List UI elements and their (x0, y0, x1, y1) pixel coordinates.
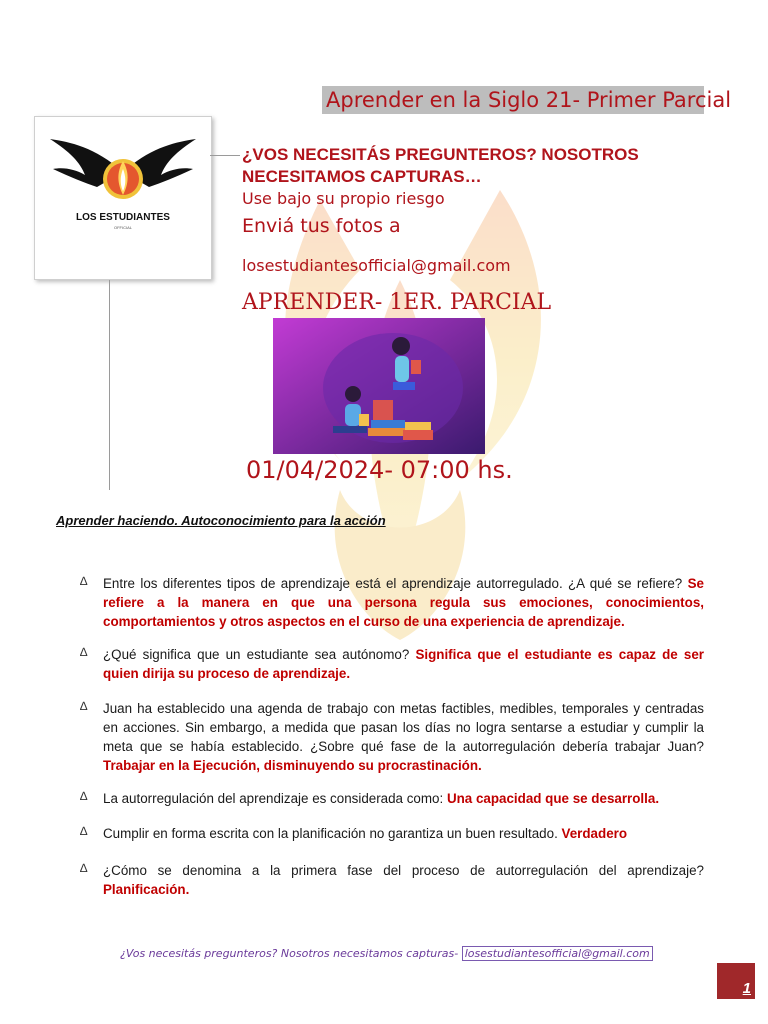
page-number: 1 (742, 980, 751, 997)
answer-text: Una capacidad que se desarrolla. (446, 791, 660, 806)
logo (34, 116, 212, 280)
question-text: La autorregulación del aprendizaje es considerada como: (103, 791, 444, 806)
contact-email[interactable]: losestudiantesofficial@gmail.com (242, 256, 511, 275)
answer-text: Verdadero (561, 826, 628, 841)
triangle-bullet-icon: ∆ (80, 645, 88, 659)
question-text: ¿Qué significa que un estudiante sea autónomo? (103, 647, 410, 662)
students-reading-illustration (273, 318, 485, 454)
connector-line-vertical (109, 280, 110, 490)
section-title: Aprender haciendo. Autoconocimiento para la acción (56, 513, 386, 528)
triangle-bullet-icon: ∆ (80, 699, 88, 713)
question-text: ¿Cómo se denomina a la primera fase del proceso de autorregulación del aprendizaje? (103, 863, 704, 878)
logo-name: LOS ESTUDIANTES (76, 212, 170, 223)
risk-notice: Use bajo su propio riesgo (242, 189, 445, 208)
answer-text: Significa que el estudiante es capaz de ser quien dirija su proceso de aprendizaje. (103, 647, 704, 681)
exam-subtitle: APRENDER- 1ER. PARCIAL (242, 290, 552, 315)
answer-text: Trabajar en la Ejecución, disminuyendo su procrastinación. (103, 758, 482, 773)
send-photos-text: Enviá tus fotos a (242, 215, 401, 237)
answer-text: Se refiere a la manera en que una persona regula sus emociones, conocimientos, comportamientos y otros aspectos en el curso de una experiencia de aprendizaje. (103, 576, 704, 629)
question-text: Cumplir en forma escrita con la planificación no garantiza un buen resultado. (103, 826, 558, 841)
triangle-bullet-icon: ∆ (80, 861, 88, 875)
header-title: Aprender en la Siglo 21- Primer Parcial (322, 86, 704, 114)
winged-flame-logo-icon (35, 117, 211, 227)
triangle-bullet-icon: ∆ (80, 789, 88, 803)
question-text: Entre los diferentes tipos de aprendizaje está el aprendizaje autorregulado. ¿A qué se refiere? (103, 576, 683, 591)
logo-subtitle: OFFICIAL (113, 225, 132, 230)
promo-heading: ¿VOS NECESITÁS PREGUNTEROS? NOSOTROS NECESITAMOS CAPTURAS… (242, 145, 639, 186)
exam-datetime: 01/04/2024- 07:00 hs. (246, 456, 513, 484)
connector-line (210, 155, 240, 156)
page-number-badge (717, 963, 755, 999)
footer (120, 947, 680, 960)
question-text: Juan ha establecido una agenda de trabajo con metas factibles, medibles, temporales y centradas en acciones. Sin embargo, a medida que pasan los días no logra sentarse a estudiar y cumplir la meta que se había establecido. ¿Sobre qué fase de la autorregulación debería trabajar Juan? (103, 701, 704, 754)
answer-text: Planificación. (103, 882, 190, 897)
footer-email-link[interactable]: losestudiantesofficial@gmail.com (462, 946, 653, 961)
triangle-bullet-icon: ∆ (80, 574, 88, 588)
triangle-bullet-icon: ∆ (80, 824, 88, 838)
footer-text: ¿Vos necesitás pregunteros? Nosotros necesitamos capturas- (120, 947, 459, 960)
